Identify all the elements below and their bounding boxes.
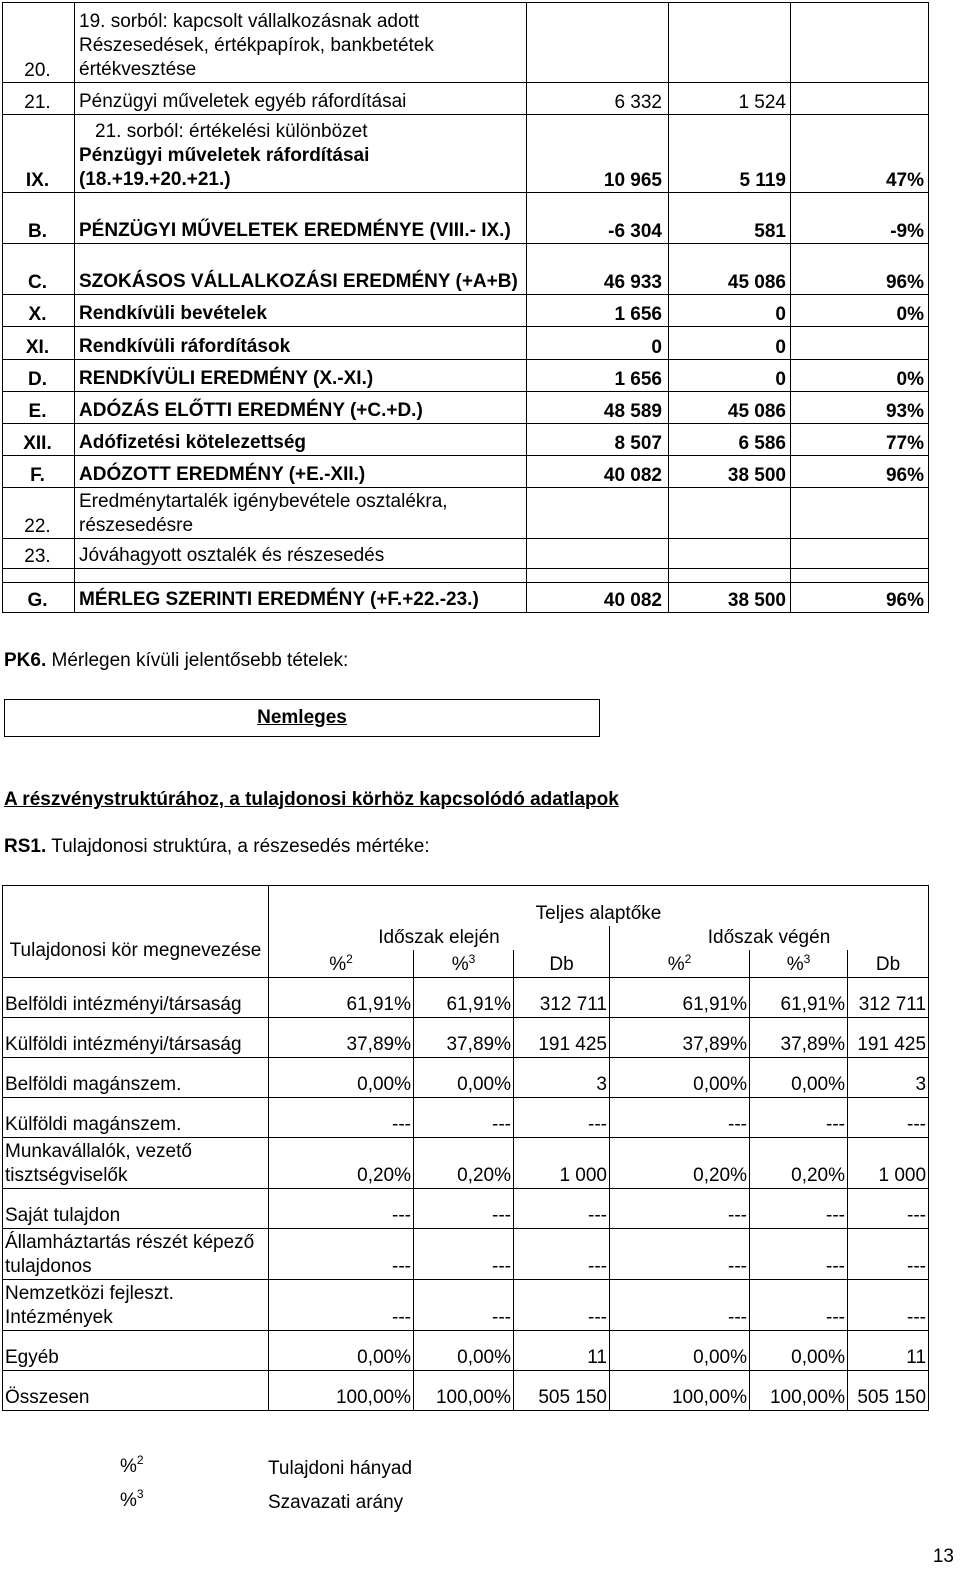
- start-db: ---: [514, 1098, 610, 1138]
- nemleges-box: Nemleges: [4, 699, 600, 737]
- row-label-note: 21. sorból: értékelési különbözet: [95, 121, 368, 142]
- end-db: ---: [848, 1189, 929, 1229]
- start-voting-pct: 0,00%: [414, 1058, 514, 1098]
- row-label-text: Rendkívüli bevételek: [79, 303, 267, 324]
- row-index-pct: 96%: [791, 244, 929, 295]
- start-voting-pct: 0,20%: [414, 1138, 514, 1189]
- row-index-pct: [791, 83, 929, 115]
- row-value-prev: 6 332: [527, 83, 669, 115]
- end-db: 1 000: [848, 1138, 929, 1189]
- owner-name: Belföldi intézményi/társaság: [3, 978, 269, 1018]
- income-row: [3, 392, 929, 424]
- row-value-curr: [669, 3, 791, 83]
- ownership-row: [3, 1018, 929, 1058]
- start-ownership-pct: ---: [269, 1189, 414, 1229]
- row-value-prev: 46 933: [527, 244, 669, 295]
- start-ownership-pct: ---: [269, 1098, 414, 1138]
- row-value-prev: 1 656: [527, 295, 669, 327]
- ownership-header-row-1: [3, 886, 929, 926]
- end-db: ---: [848, 1098, 929, 1138]
- start-db: 191 425: [514, 1018, 610, 1058]
- footnote-ownership-text: Tulajdoni hányad: [268, 1458, 413, 1479]
- income-row: [3, 539, 929, 569]
- row-value-prev: 40 082: [527, 583, 669, 613]
- income-statement-table: [2, 2, 929, 613]
- start-ownership-pct: 61,91%: [269, 978, 414, 1018]
- page-number: 13: [932, 1546, 954, 1567]
- end-db: 312 711: [848, 978, 929, 1018]
- income-row: [3, 115, 929, 193]
- row-label-text: SZOKÁSOS VÁLLALKOZÁSI EREDMÉNY (+A+B): [79, 271, 518, 292]
- income-row: [3, 295, 929, 327]
- row-label: [75, 3, 527, 83]
- row-code: XII.: [3, 424, 75, 456]
- row-label-text: Adófizetési kötelezettség: [79, 432, 306, 453]
- rs1-heading: [4, 836, 430, 858]
- end-ownership-pct: 0,20%: [610, 1138, 750, 1189]
- row-index-pct: 96%: [791, 456, 929, 488]
- row-code: G.: [3, 583, 75, 613]
- start-voting-pct: 100,00%: [414, 1371, 514, 1411]
- row-label: [75, 295, 527, 327]
- ownership-row: [3, 978, 929, 1018]
- row-value-curr: 1 524: [669, 83, 791, 115]
- row-value-prev: [527, 488, 669, 539]
- start-db: ---: [514, 1280, 610, 1331]
- ownership-row: [3, 1229, 929, 1280]
- row-code: B.: [3, 193, 75, 244]
- end-db: 505 150: [848, 1371, 929, 1411]
- start-db: 312 711: [514, 978, 610, 1018]
- row-value-curr: 0: [669, 295, 791, 327]
- start-voting-pct-header: %$^3$: [414, 950, 514, 978]
- row-value-curr: 5 119: [669, 115, 791, 193]
- end-ownership-pct: 100,00%: [610, 1371, 750, 1411]
- row-code: 23.: [3, 539, 75, 569]
- row-value-curr: 45 086: [669, 244, 791, 295]
- end-ownership-pct: 37,89%: [610, 1018, 750, 1058]
- footnote-voting-text: Szavazati arány: [268, 1492, 404, 1513]
- rs1-text: Tulajdonosi struktúra, a részesedés mértéke:: [51, 836, 430, 857]
- row-label: [75, 244, 527, 295]
- row-label-text: Rendkívüli ráfordítások: [79, 336, 291, 357]
- end-db: 191 425: [848, 1018, 929, 1058]
- row-index-pct: 0%: [791, 295, 929, 327]
- row-value-prev: [527, 539, 669, 569]
- start-db-header: Db: [514, 950, 610, 978]
- footnote-ownership: %$^2$: [120, 1453, 144, 1477]
- row-label: [75, 424, 527, 456]
- row-code: [3, 569, 75, 583]
- end-voting-pct: ---: [750, 1189, 848, 1229]
- end-ownership-pct: 61,91%: [610, 978, 750, 1018]
- start-db: 11: [514, 1331, 610, 1371]
- ownership-row: [3, 1189, 929, 1229]
- end-voting-pct-header: %$^3$: [750, 950, 848, 978]
- income-row: [3, 424, 929, 456]
- row-value-curr: [669, 539, 791, 569]
- row-label: [75, 569, 527, 583]
- row-label: [75, 539, 527, 569]
- start-db: 505 150: [514, 1371, 610, 1411]
- end-voting-pct: 100,00%: [750, 1371, 848, 1411]
- owner-name: Egyéb: [3, 1331, 269, 1371]
- start-voting-pct: 37,89%: [414, 1018, 514, 1058]
- row-label: [75, 392, 527, 424]
- row-label-text: PÉNZÜGYI MŰVELETEK EREDMÉNYE (VIII.- IX.): [79, 220, 511, 241]
- row-index-pct: -9%: [791, 193, 929, 244]
- row-code: 20.: [3, 3, 75, 83]
- owner-name: Nemzetközi fejleszt. Intézmények: [3, 1280, 269, 1331]
- end-voting-pct: 0,20%: [750, 1138, 848, 1189]
- row-value-curr: 38 500: [669, 583, 791, 613]
- income-row: [3, 327, 929, 360]
- row-label-text: 19. sorból: kapcsolt vállalkozásnak adott Részesedések, értékpapírok, bankbetétek értékvesztése: [79, 11, 434, 80]
- income-row: [3, 360, 929, 392]
- ownership-row: [3, 1138, 929, 1189]
- income-row: [3, 3, 929, 83]
- rs1-code: RS1.: [4, 836, 47, 857]
- end-voting-pct: ---: [750, 1229, 848, 1280]
- row-label-text: Jóváhagyott osztalék és részesedés: [79, 545, 385, 566]
- pk6-text: Mérlegen kívüli jelentősebb tételek:: [51, 650, 349, 671]
- ownership-row: [3, 1098, 929, 1138]
- section-title: A részvénystruktúrához, a tulajdonosi körhöz kapcsolódó adatlapok: [4, 789, 619, 810]
- end-db: ---: [848, 1229, 929, 1280]
- period-start-header: Időszak elején: [269, 926, 610, 950]
- row-value-prev: -6 304: [527, 193, 669, 244]
- end-ownership-pct: ---: [610, 1189, 750, 1229]
- income-row: [3, 456, 929, 488]
- row-label-text: ADÓZÁS ELŐTTI EREDMÉNY (+C.+D.): [79, 400, 423, 421]
- start-db: ---: [514, 1189, 610, 1229]
- end-ownership-pct: ---: [610, 1098, 750, 1138]
- row-label: [75, 583, 527, 613]
- end-ownership-pct: ---: [610, 1229, 750, 1280]
- end-voting-pct: ---: [750, 1280, 848, 1331]
- owner-column-header: Tulajdonosi kör megnevezése: [3, 886, 269, 978]
- row-code: 21.: [3, 83, 75, 115]
- row-code: E.: [3, 392, 75, 424]
- start-ownership-pct: ---: [269, 1280, 414, 1331]
- income-row: [3, 83, 929, 115]
- income-row: [3, 583, 929, 613]
- row-value-curr: 45 086: [669, 392, 791, 424]
- row-code: X.: [3, 295, 75, 327]
- income-row: [3, 488, 929, 539]
- row-index-pct: 93%: [791, 392, 929, 424]
- row-label: [75, 327, 527, 360]
- row-label-text: MÉRLEG SZERINTI EREDMÉNY (+F.+22.-23.): [79, 589, 479, 610]
- start-ownership-pct: 0,20%: [269, 1138, 414, 1189]
- start-ownership-pct: ---: [269, 1229, 414, 1280]
- row-value-prev: 8 507: [527, 424, 669, 456]
- row-value-curr: 0: [669, 327, 791, 360]
- row-value-curr: 6 586: [669, 424, 791, 456]
- row-index-pct: 96%: [791, 583, 929, 613]
- row-code: F.: [3, 456, 75, 488]
- row-index-pct: [791, 327, 929, 360]
- row-code: IX.: [3, 115, 75, 193]
- row-value-prev: [527, 569, 669, 583]
- row-value-prev: 1 656: [527, 360, 669, 392]
- start-ownership-pct: 37,89%: [269, 1018, 414, 1058]
- row-index-pct: 0%: [791, 360, 929, 392]
- owner-name: Külföldi magánszem.: [3, 1098, 269, 1138]
- end-voting-pct: 61,91%: [750, 978, 848, 1018]
- end-voting-pct: 0,00%: [750, 1331, 848, 1371]
- row-label: [75, 456, 527, 488]
- ownership-row: [3, 1331, 929, 1371]
- row-label: [75, 360, 527, 392]
- row-value-prev: 40 082: [527, 456, 669, 488]
- start-ownership-pct: 0,00%: [269, 1058, 414, 1098]
- end-voting-pct: 37,89%: [750, 1018, 848, 1058]
- row-index-pct: 47%: [791, 115, 929, 193]
- income-row: [3, 569, 929, 583]
- end-voting-pct: 0,00%: [750, 1058, 848, 1098]
- row-value-prev: [527, 3, 669, 83]
- row-label: [75, 488, 527, 539]
- end-db: 11: [848, 1331, 929, 1371]
- start-voting-pct: ---: [414, 1098, 514, 1138]
- owner-name: Belföldi magánszem.: [3, 1058, 269, 1098]
- end-ownership-pct: ---: [610, 1280, 750, 1331]
- start-ownership-pct: 100,00%: [269, 1371, 414, 1411]
- ownership-table: [2, 885, 929, 1411]
- row-value-prev: 48 589: [527, 392, 669, 424]
- start-voting-pct: ---: [414, 1189, 514, 1229]
- row-value-curr: [669, 488, 791, 539]
- row-value-curr: 38 500: [669, 456, 791, 488]
- owner-name: Államháztartás részét képező tulajdonos: [3, 1229, 269, 1280]
- row-value-prev: 0: [527, 327, 669, 360]
- start-voting-pct: 0,00%: [414, 1331, 514, 1371]
- end-voting-pct: ---: [750, 1098, 848, 1138]
- end-db: 3: [848, 1058, 929, 1098]
- row-value-prev: 10 965: [527, 115, 669, 193]
- income-row: [3, 244, 929, 295]
- start-voting-pct: ---: [414, 1280, 514, 1331]
- end-db: ---: [848, 1280, 929, 1331]
- row-value-curr: 0: [669, 360, 791, 392]
- income-row: [3, 193, 929, 244]
- row-index-pct: [791, 3, 929, 83]
- row-index-pct: [791, 539, 929, 569]
- row-label-text: ADÓZOTT EREDMÉNY (+E.-XII.): [79, 464, 366, 485]
- row-index-pct: [791, 488, 929, 539]
- ownership-row: [3, 1058, 929, 1098]
- start-voting-pct: ---: [414, 1229, 514, 1280]
- start-ownership-pct: 0,00%: [269, 1331, 414, 1371]
- row-code: XI.: [3, 327, 75, 360]
- row-value-curr: [669, 569, 791, 583]
- row-label-text: Pénzügyi műveletek ráfordításai (18.+19.+20.+21.): [79, 145, 370, 190]
- ownership-row: [3, 1280, 929, 1331]
- row-code: C.: [3, 244, 75, 295]
- owner-name: Munkavállalók, vezető tisztségviselők: [3, 1138, 269, 1189]
- owner-name: Külföldi intézményi/társaság: [3, 1018, 269, 1058]
- row-label-text: RENDKÍVÜLI EREDMÉNY (X.-XI.): [79, 368, 374, 389]
- row-index-pct: [791, 569, 929, 583]
- row-label-text: Eredménytartalék igénybevétele osztalékra, részesedésre: [79, 491, 448, 536]
- end-db-header: Db: [848, 950, 929, 978]
- end-ownership-pct: 0,00%: [610, 1058, 750, 1098]
- owner-name: Saját tulajdon: [3, 1189, 269, 1229]
- row-label: [75, 115, 527, 193]
- pk6-code: PK6.: [4, 650, 47, 671]
- end-ownership-pct: 0,00%: [610, 1331, 750, 1371]
- start-ownership-pct-header: %$^2$: [269, 950, 414, 978]
- row-label-text: Pénzügyi műveletek egyéb ráfordításai: [79, 91, 407, 112]
- row-label: [75, 193, 527, 244]
- ownership-row: [3, 1371, 929, 1411]
- start-voting-pct: 61,91%: [414, 978, 514, 1018]
- end-ownership-pct-header: %$^2$: [610, 950, 750, 978]
- row-value-curr: 581: [669, 193, 791, 244]
- row-label: [75, 83, 527, 115]
- row-code: D.: [3, 360, 75, 392]
- owner-name: Összesen: [3, 1371, 269, 1411]
- start-db: 1 000: [514, 1138, 610, 1189]
- row-code: 22.: [3, 488, 75, 539]
- footnote-voting: %$^3$: [120, 1487, 144, 1511]
- teljes-alaptoke-header: Teljes alaptőke: [269, 886, 929, 926]
- row-index-pct: 77%: [791, 424, 929, 456]
- pk6-heading: [4, 650, 348, 672]
- start-db: ---: [514, 1229, 610, 1280]
- period-end-header: Időszak végén: [610, 926, 929, 950]
- start-db: 3: [514, 1058, 610, 1098]
